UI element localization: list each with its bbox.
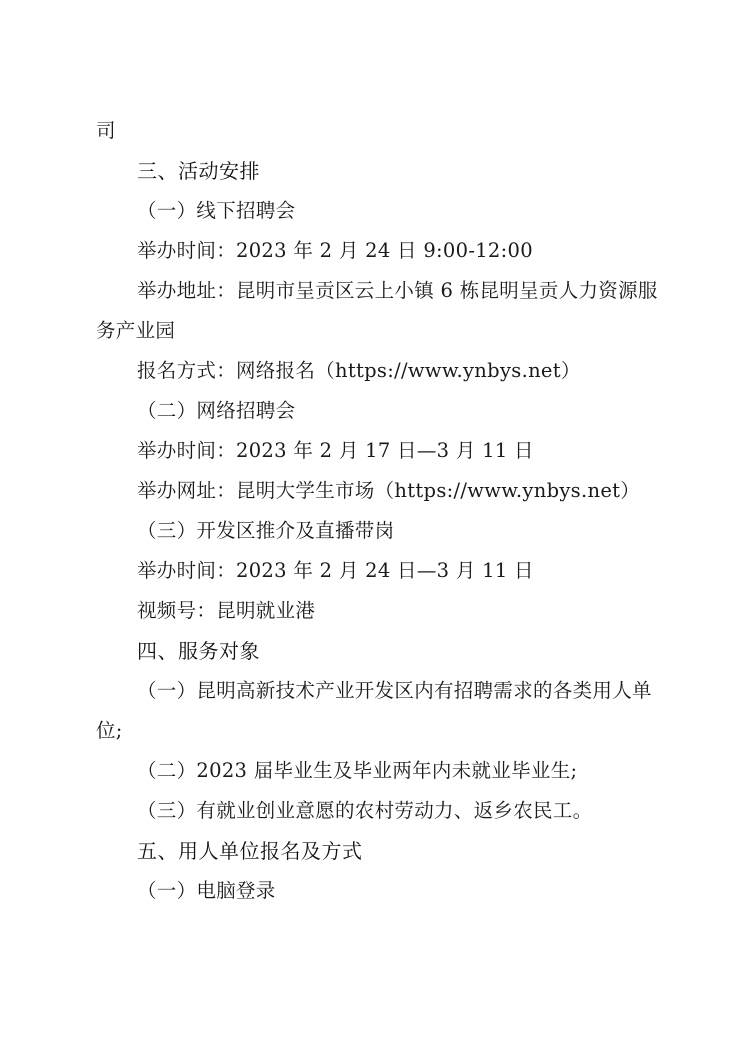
section-heading-service-targets: 四、服务对象 xyxy=(137,639,260,663)
subheading-online-job-fair: （二）网络招聘会 xyxy=(137,399,296,422)
section-heading-employer-registration: 五、用人单位报名及方式 xyxy=(137,839,363,863)
offline-fair-address: 举办地址：昆明市呈贡区云上小镇 6 栋昆明呈贡人力资源服 xyxy=(137,279,658,302)
service-target-rural-workers: （三）有就业创业意愿的农村劳动力、返乡农民工。 xyxy=(137,799,593,822)
continued-text-line: 司 xyxy=(96,119,116,142)
online-fair-website: 举办网址：昆明大学生市场（https://www.ynbys.net） xyxy=(137,479,641,502)
subheading-computer-login: （一）电脑登录 xyxy=(137,879,276,902)
service-target-employers: （一）昆明高新技术产业开发区内有招聘需求的各类用人单 xyxy=(137,679,652,702)
subheading-development-zone-livestream: （三）开发区推介及直播带岗 xyxy=(137,519,395,542)
livestream-video-account: 视频号：昆明就业港 xyxy=(137,599,316,622)
service-target-employers-continued: 位; xyxy=(96,719,123,742)
section-heading-activity-arrangement: 三、活动安排 xyxy=(137,159,260,183)
offline-fair-time: 举办时间：2023 年 2 月 24 日 9:00-12:00 xyxy=(137,239,533,262)
offline-fair-registration-method: 报名方式：网络报名（https://www.ynbys.net） xyxy=(137,359,581,382)
subheading-offline-job-fair: （一）线下招聘会 xyxy=(137,199,296,222)
offline-fair-address-continued: 务产业园 xyxy=(96,319,176,342)
service-target-graduates: （二）2023 届毕业生及毕业两年内未就业毕业生; xyxy=(137,759,578,782)
online-fair-time: 举办时间：2023 年 2 月 17 日—3 月 11 日 xyxy=(137,439,534,462)
livestream-time: 举办时间：2023 年 2 月 24 日—3 月 11 日 xyxy=(137,559,534,582)
